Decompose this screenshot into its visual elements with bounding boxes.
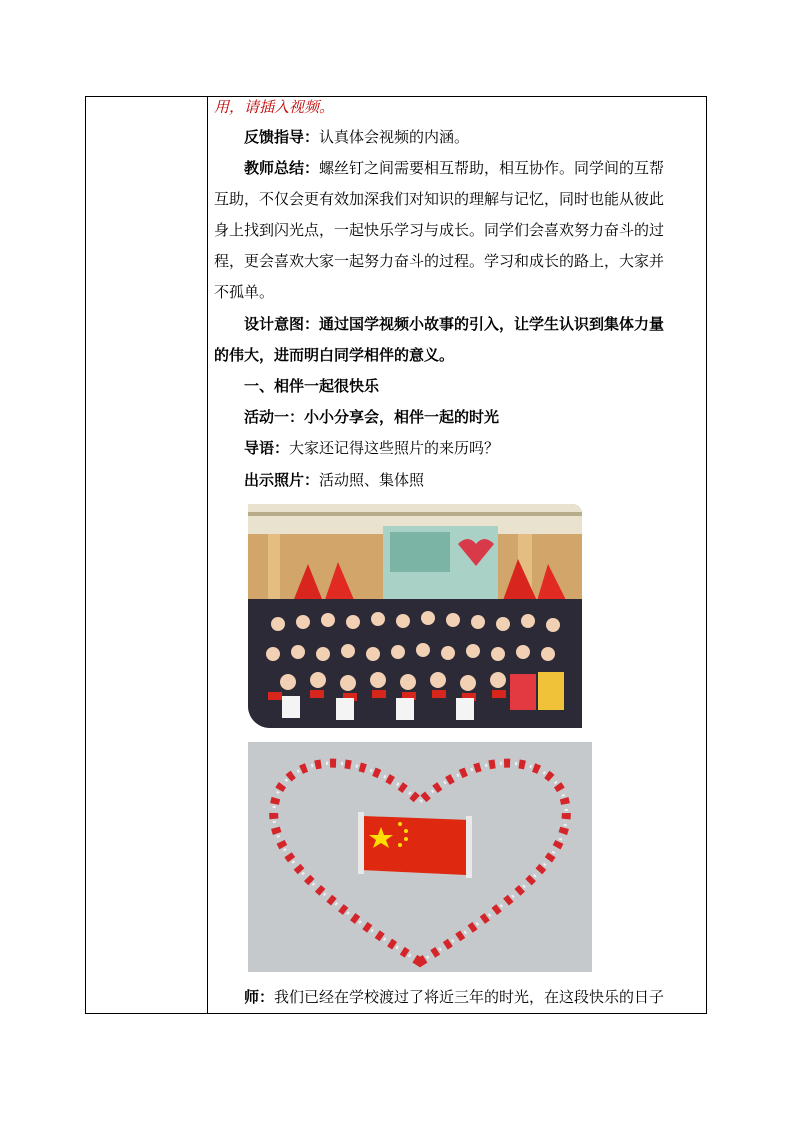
summary-label: 教师总结： bbox=[244, 159, 320, 177]
heart-flag-image bbox=[248, 742, 592, 972]
text-line-6: 程，更会喜欢大家一起努力奋斗的过程。学习和成长的路上，大家并 bbox=[214, 252, 665, 270]
show-photo-text: 活动照、集体照 bbox=[319, 471, 425, 489]
group-photo bbox=[248, 504, 582, 728]
text-line-2 bbox=[214, 127, 469, 147]
teacher-label: 师： bbox=[244, 988, 275, 1006]
text-line-5: 身上找到闪光点，一起快乐学习与成长。同学们会喜欢努力奋斗的过 bbox=[214, 221, 665, 239]
teacher-text: 我们已经在学校渡过了将近三年的时光，在这段快乐的日子 bbox=[274, 988, 665, 1006]
text-line-3 bbox=[214, 158, 664, 178]
intro-text: 大家还记得这些照片的来历吗？ bbox=[289, 439, 500, 457]
design-intent-line-1: 设计意图：通过国学视频小故事的引入，让学生认识到集体力量 bbox=[244, 315, 665, 333]
activity-heading: 活动一：小小分享会，相伴一起的时光 bbox=[244, 408, 500, 426]
feedback-label: 反馈指导： bbox=[244, 128, 320, 146]
text-line-4: 互助，不仅会更有效加深我们对知识的理解与记忆，同时也能从彼此 bbox=[214, 190, 665, 208]
text-line-7: 不孤单。 bbox=[214, 283, 275, 301]
text-line-1: 用，请插入视频。 bbox=[214, 98, 335, 116]
group-photo-image bbox=[248, 504, 582, 728]
show-photo-label: 出示照片： bbox=[244, 471, 320, 489]
text-line-14 bbox=[214, 987, 664, 1007]
text-line-12 bbox=[214, 438, 499, 458]
section-heading: 一、相伴一起很快乐 bbox=[244, 377, 380, 395]
feedback-text: 认真体会视频的内涵。 bbox=[319, 128, 470, 146]
design-intent-line-2: 的伟大，进而明白同学相伴的意义。 bbox=[214, 346, 455, 364]
intro-label: 导语： bbox=[244, 439, 290, 457]
flag bbox=[358, 812, 472, 878]
text-line-13 bbox=[214, 470, 424, 490]
column-divider bbox=[207, 97, 208, 1013]
heart-flag-photo bbox=[248, 742, 592, 972]
summary-text: 螺丝钉之间需要相互帮助，相互协作。同学间的互帮 bbox=[319, 159, 665, 177]
